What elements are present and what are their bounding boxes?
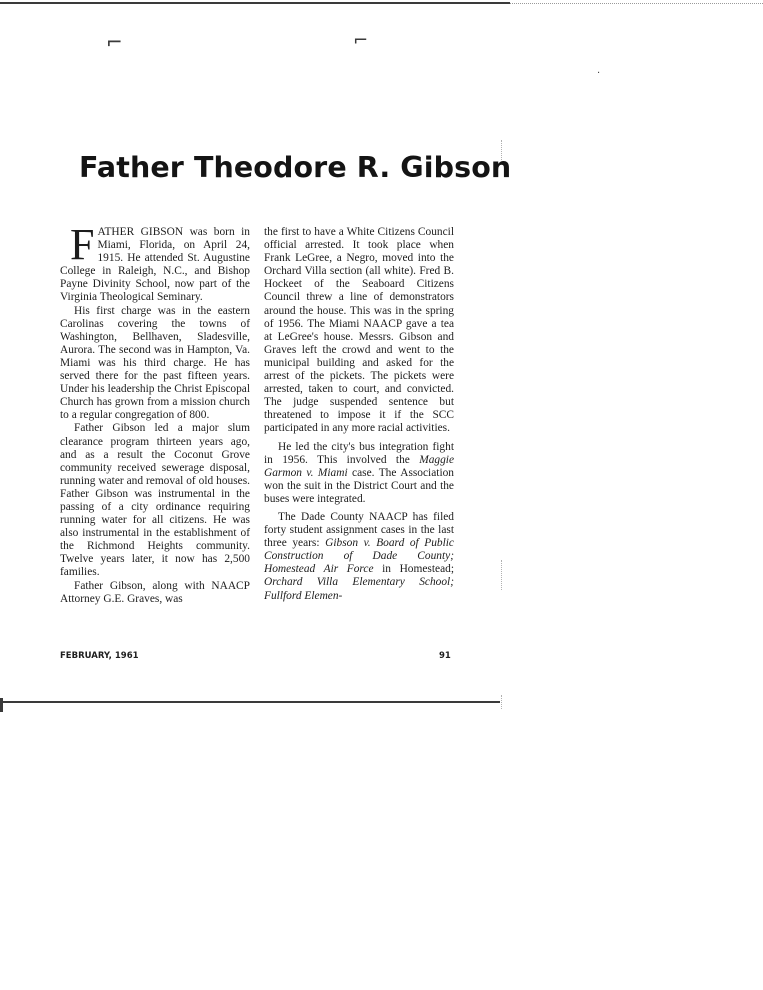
scan-corner-mark: ⌐: [353, 30, 369, 51]
article-left-column: [60, 220, 250, 606]
article-paragraph: His first charge was in the eastern Carolinas covering the towns of Washington, Bellhaven, Sladesville, Aurora. The second was in Hampton, Va. Miami was his third charge. He has served there for the past fifteen years. Under his leadership the Christ Episcopal Church has grown from a mission church to a regular congregation of 800.: [60, 304, 250, 422]
article-right-column: [264, 226, 454, 603]
paragraph-text: in Homestead;: [373, 563, 454, 576]
article-paragraph: [264, 441, 454, 506]
case-name: Gibson v. Board of Public Construction of Dade County; Homestead Air Force: [264, 537, 454, 576]
scan-edge-line: [501, 695, 502, 709]
article-paragraph: [60, 220, 250, 305]
article-paragraph: the first to have a White Citizens Council official arrested. It took place when Frank LeGree, a Negro, moved into the Orchard Villa section (all white). Fred B. Hockeet of the Seaboard Citizens Council threw a line of demonstrators around the house. This was in the spring of 1956. The Miami NAACP gave a tea at LeGree's house. Messrs. Gibson and Graves left the crowd and went to the municipal building and asked for the arrest of the pickets. The pickets were arrested, taken to court, and convicted. The judge suspended sentence but threatened to impose it if the SCC participated in any more racial activities.: [264, 226, 454, 435]
paragraph-text: The Dade County NAACP has filed forty student assignment cases in the last three years:: [264, 510, 454, 550]
scan-edge-line: [501, 560, 502, 590]
issue-date: FEBRUARY, 1961: [60, 651, 139, 661]
scan-bottom-rule: [0, 701, 500, 703]
article-title: Father Theodore R. Gibson: [79, 151, 512, 184]
scan-corner-mark: ⌐: [106, 30, 123, 54]
article-paragraph: Father Gibson, along with NAACP Attorney G.E. Graves, was: [60, 579, 250, 605]
case-name: Orchard Villa Elementary School; Fullford Elemen-: [264, 576, 454, 602]
paragraph-text: He led the city's bus integration fight in 1956. This involved the: [264, 440, 454, 466]
scan-speck: ·: [597, 68, 601, 79]
case-name: Maggie Garmon v. Miami: [264, 453, 454, 479]
page-number: 91: [439, 651, 451, 661]
scan-top-rule: [0, 2, 510, 4]
drop-cap: F: [70, 220, 95, 269]
article-paragraph: Father Gibson led a major slum clearance program thirteen years ago, and as a result the Coconut Grove community received sewerage disposal, running water and removal of old houses. Father Gibson was instrumental in the passing of a city ordinance requiring running water for all citizens. He was also instrumental in the establishment of the Richmond Heights community. Twelve years later, it now has 2,500 families.: [60, 422, 250, 579]
article-paragraph-text: ATHER GIBSON was born in Miami, Florida, on April 24, 1915. He attended St. Augustine College in Raleigh, N.C., and Bishop Payne Divinity School, now part of the Virginia Theological Seminary.: [60, 226, 250, 304]
paragraph-text: case. The Association won the suit in the District Court and the buses were integrated.: [264, 466, 454, 505]
article-paragraph: [264, 511, 454, 603]
scan-top-dotted-edge: [510, 3, 763, 4]
